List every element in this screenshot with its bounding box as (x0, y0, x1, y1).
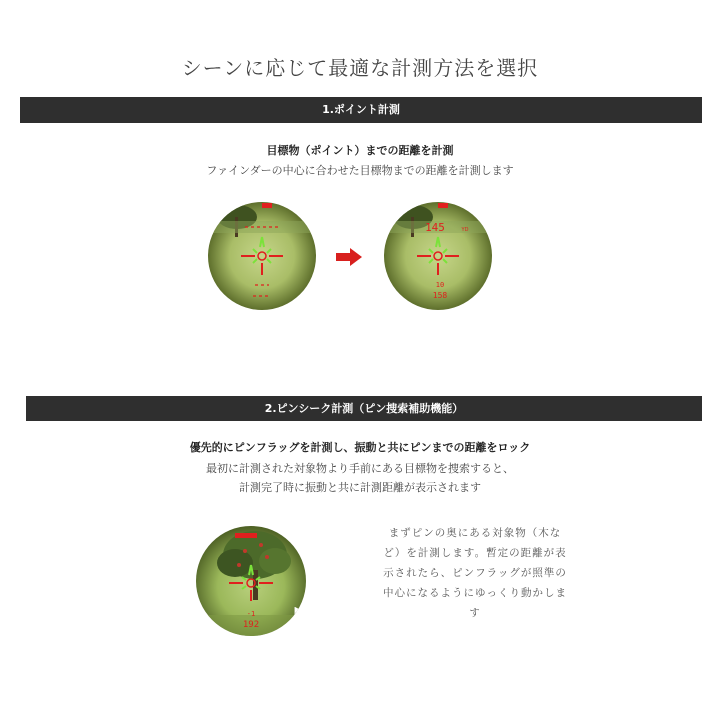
side-note-line: 示されたら、ピンフラッグが照準の (383, 567, 567, 579)
side-note (382, 523, 568, 623)
secondary-reading: 10 (435, 281, 445, 289)
scope-pinseek-image (195, 525, 307, 637)
bottom-reading: 158 (432, 291, 448, 300)
scope-before-image (207, 201, 317, 311)
distance-reading: 192 (242, 620, 260, 630)
section-1-band: 1.ポイント計測 (20, 97, 702, 123)
section-1-heading: 目標物（ポイント）までの距離を計測 (266, 144, 454, 157)
distance-reading: 145 (425, 221, 445, 234)
scope-after-image (383, 201, 493, 311)
secondary-reading: -1 (246, 610, 256, 618)
page-title: シーンに応じて最適な計測方法を選択 (181, 56, 539, 80)
section-1-description: ファインダーの中心に合わせた目標物までの距離を計測します (206, 164, 514, 177)
side-note-line: まずピンの奥にある対象物（木な (388, 527, 562, 539)
section-2-description-line-2: 計測完了時に振動と共に計測距離が表示されます (239, 481, 481, 494)
side-note-line: ど）を計測します。暫定の距離が表 (383, 547, 567, 559)
section-2-description-line-1: 最初に計測された対象物より手前にある目標物を捜索すると、 (206, 462, 514, 475)
side-note-line: 中心になるようにゆっくり動かしま (383, 587, 567, 599)
unit-label: YD (461, 227, 469, 233)
section-2-heading: 優先的にピンフラッグを計測し、振動と共にピンまでの距離をロック (189, 441, 531, 454)
side-note-line: す (469, 607, 481, 619)
section-2-band: 2.ピンシーク計測（ピン捜索補助機能） (26, 396, 702, 421)
arrow-right-icon (336, 248, 362, 266)
